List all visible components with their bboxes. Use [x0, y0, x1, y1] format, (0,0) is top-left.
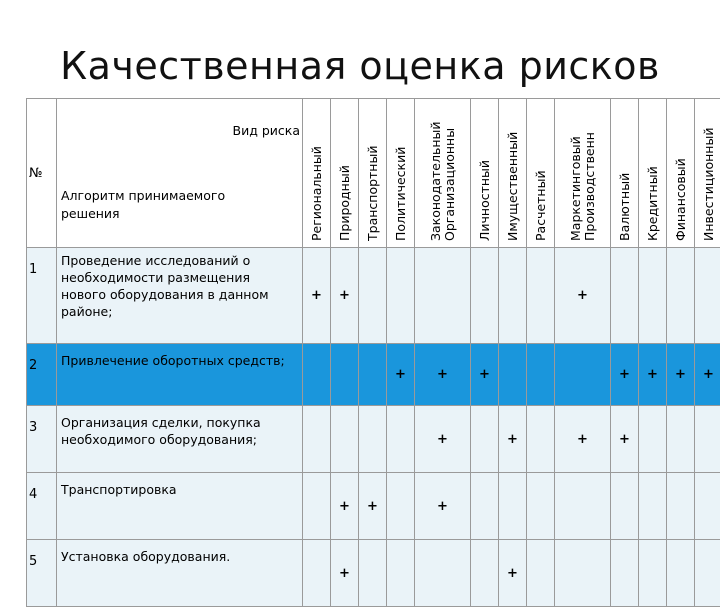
risk-cell-empty — [415, 540, 471, 607]
algorithm-step: Привлечение оборотных средств; — [57, 344, 303, 406]
risk-column-header — [387, 99, 415, 248]
algorithm-step: Транспортировка — [57, 473, 303, 540]
risk-mark: + — [555, 248, 611, 344]
risk-cell-empty — [611, 248, 639, 344]
risk-cell-empty — [387, 540, 415, 607]
risk-column-label: Маркетинговый Производственн — [569, 132, 597, 241]
risk-cell-empty — [527, 473, 555, 540]
risk-cell-empty — [303, 540, 331, 607]
risk-cell-empty — [695, 473, 720, 540]
risk-mark: + — [331, 540, 359, 607]
row-number: 2 — [27, 344, 57, 406]
risk-column-label: Кредитный — [646, 166, 660, 241]
risk-mark: + — [331, 248, 359, 344]
risk-column-label: Инвестиционный — [702, 128, 716, 241]
risk-cell-empty — [611, 473, 639, 540]
row-number: 1 — [27, 248, 57, 344]
risk-cell-empty — [695, 406, 720, 473]
risk-cell-empty — [471, 473, 499, 540]
risk-cell-empty — [667, 473, 695, 540]
risk-cell-empty — [499, 344, 527, 406]
risk-cell-empty — [303, 406, 331, 473]
risk-column-header — [555, 99, 611, 248]
risk-cell-empty — [359, 406, 387, 473]
row-number: 5 — [27, 540, 57, 607]
risk-cell-empty — [471, 540, 499, 607]
risk-column-label: Политический — [394, 147, 408, 241]
algorithm-header-cell — [57, 99, 303, 248]
risk-column-header — [527, 99, 555, 248]
risk-cell-empty — [303, 473, 331, 540]
table-row — [27, 473, 720, 540]
risk-column-header — [303, 99, 331, 248]
risk-mark: + — [639, 344, 667, 406]
risk-cell-empty — [555, 540, 611, 607]
algorithm-header — [61, 187, 225, 223]
risk-cell-empty — [499, 248, 527, 344]
risk-cell-empty — [359, 248, 387, 344]
risk-mark: + — [415, 406, 471, 473]
risk-mark: + — [331, 473, 359, 540]
risk-cell-empty — [499, 473, 527, 540]
risk-cell-empty — [415, 248, 471, 344]
risk-column-label: Валютный — [618, 173, 632, 241]
risk-column-header — [499, 99, 527, 248]
table-row — [27, 248, 720, 344]
table-row — [27, 406, 720, 473]
risk-column-label: Региональный — [310, 146, 324, 241]
risk-cell-empty — [471, 406, 499, 473]
risk-type-header: Вид риска — [233, 123, 300, 138]
risk-cell-empty — [471, 248, 499, 344]
risk-cell-empty — [555, 473, 611, 540]
risk-column-header — [331, 99, 359, 248]
risk-cell-empty — [695, 248, 720, 344]
slide-title: Качественная оценка рисков — [0, 44, 720, 88]
risk-column-header — [415, 99, 471, 248]
number-header: № — [27, 99, 57, 248]
risk-mark: + — [387, 344, 415, 406]
risk-cell-empty — [303, 344, 331, 406]
risk-cell-empty — [387, 406, 415, 473]
algorithm-step: Проведение исследований о необходимости размещения нового оборудования в данном районе; — [57, 248, 303, 344]
algorithm-header-line: Алгоритм принимаемого — [61, 187, 225, 205]
risk-column-header — [359, 99, 387, 248]
risk-column-label: Имущественный — [506, 132, 520, 241]
risk-cell-empty — [359, 344, 387, 406]
risk-mark: + — [667, 344, 695, 406]
risk-cell-empty — [611, 540, 639, 607]
risk-column-label: Расчетный — [534, 170, 548, 241]
risk-cell-empty — [527, 248, 555, 344]
algorithm-step: Организация сделки, покупка необходимого оборудования; — [57, 406, 303, 473]
risk-mark: + — [359, 473, 387, 540]
risk-mark: + — [499, 540, 527, 607]
risk-mark: + — [499, 406, 527, 473]
risk-cell-empty — [527, 344, 555, 406]
risk-cell-empty — [667, 406, 695, 473]
risk-cell-empty — [359, 540, 387, 607]
risk-cell-empty — [639, 406, 667, 473]
risk-mark: + — [415, 473, 471, 540]
risk-mark: + — [303, 248, 331, 344]
risk-mark: + — [471, 344, 499, 406]
algorithm-header-line: решения — [61, 205, 225, 223]
risk-column-header — [639, 99, 667, 248]
header-row — [27, 99, 720, 248]
risk-cell-empty — [331, 406, 359, 473]
risk-table — [26, 98, 720, 607]
risk-cell-empty — [527, 540, 555, 607]
risk-cell-empty — [639, 473, 667, 540]
risk-cell-empty — [639, 540, 667, 607]
table-row — [27, 344, 720, 406]
risk-column-label: Транспортный — [366, 146, 380, 241]
table-row — [27, 540, 720, 607]
risk-cell-empty — [331, 344, 359, 406]
risk-cell-empty — [639, 248, 667, 344]
risk-mark: + — [611, 344, 639, 406]
risk-cell-empty — [667, 248, 695, 344]
risk-mark: + — [695, 344, 720, 406]
risk-column-header — [471, 99, 499, 248]
risk-cell-empty — [387, 473, 415, 540]
risk-cell-empty — [387, 248, 415, 344]
risk-column-label: Законодательный Организационны — [429, 122, 457, 242]
risk-column-label: Природный — [338, 165, 352, 241]
risk-column-label: Личностный — [478, 160, 492, 241]
risk-table-container — [26, 98, 696, 538]
risk-cell-empty — [667, 540, 695, 607]
risk-column-header — [611, 99, 639, 248]
risk-mark: + — [611, 406, 639, 473]
risk-cell-empty — [695, 540, 720, 607]
row-number: 3 — [27, 406, 57, 473]
risk-mark: + — [415, 344, 471, 406]
risk-cell-empty — [527, 406, 555, 473]
risk-cell-empty — [555, 344, 611, 406]
risk-column-header — [667, 99, 695, 248]
algorithm-step: Установка оборудования. — [57, 540, 303, 607]
row-number: 4 — [27, 473, 57, 540]
risk-mark: + — [555, 406, 611, 473]
risk-column-header — [695, 99, 720, 248]
risk-column-label: Финансовый — [674, 158, 688, 241]
